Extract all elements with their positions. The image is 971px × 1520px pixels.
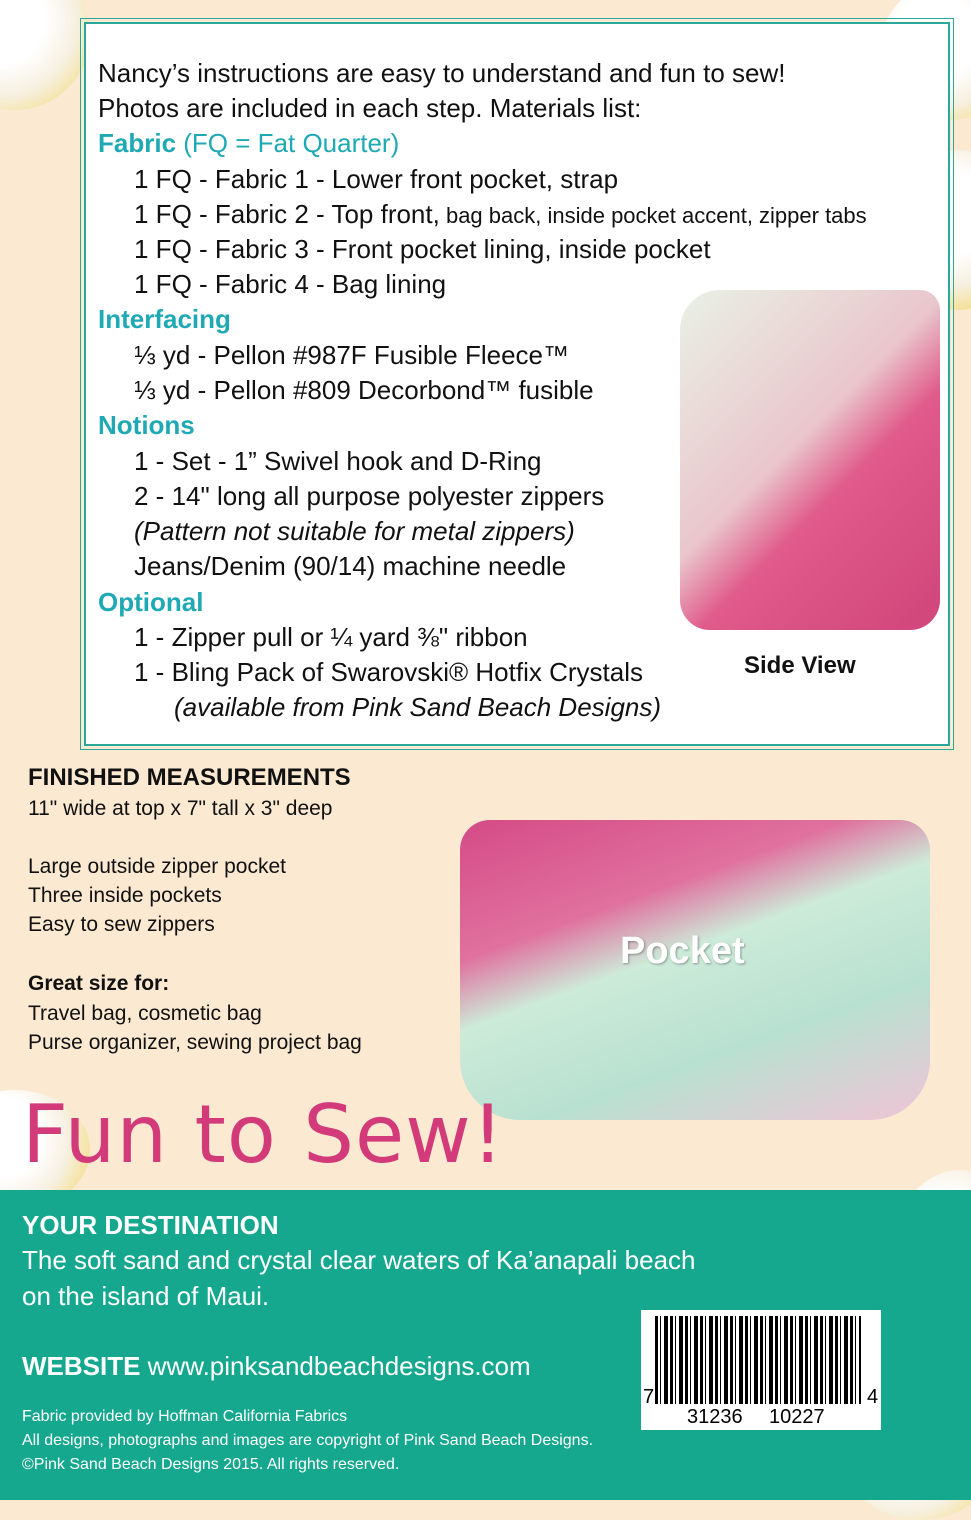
- optional-item: 1 - Zipper pull or ¼ yard ⅜" ribbon: [134, 622, 528, 652]
- intro-line-2: Photos are included in each step. Materials list:: [98, 93, 642, 123]
- optional-heading: Optional: [98, 587, 204, 617]
- barcode-digits-right: 10227: [769, 1406, 825, 1428]
- feature-item: Large outside zipper pocket: [28, 855, 286, 878]
- notions-item: 2 - 14" long all purpose polyester zippers: [134, 481, 605, 511]
- fabric-item: 1 FQ - Fabric 1 - Lower front pocket, strap: [134, 164, 619, 194]
- plumeria-flower-image: [0, 0, 90, 110]
- optional-item: 1 - Bling Pack of Swarovski® Hotfix Crystals: [134, 657, 643, 687]
- pocket-label: Pocket: [620, 930, 745, 972]
- great-size-title: Great size for:: [28, 972, 170, 995]
- fabric-item: 1 FQ - Fabric 3 - Front pocket lining, inside pocket: [134, 234, 711, 264]
- barcode-digit: 4: [867, 1386, 879, 1408]
- interfacing-item: ⅓ yd - Pellon #987F Fusible Fleece™: [134, 340, 569, 370]
- credit-line: All designs, photographs and images are copyright of Pink Sand Beach Designs.: [22, 1432, 594, 1449]
- destination-line-2: on the island of Maui.: [22, 1281, 270, 1311]
- barcode-digits-left: 31236: [687, 1406, 743, 1428]
- great-size-item: Travel bag, cosmetic bag: [28, 1002, 262, 1025]
- bag-side-view-photo: [680, 290, 940, 630]
- website-line: WEBSITE www.pinksandbeachdesigns.com: [22, 1351, 531, 1381]
- finished-measurements-title: FINISHED MEASUREMENTS: [28, 764, 351, 791]
- optional-note: (available from Pink Sand Beach Designs): [174, 692, 662, 722]
- credit-line: Fabric provided by Hoffman California Fabrics: [22, 1408, 348, 1425]
- barcode-bars: [655, 1316, 861, 1404]
- notions-item: Jeans/Denim (90/14) machine needle: [134, 551, 567, 581]
- notions-item: 1 - Set - 1” Swivel hook and D-Ring: [134, 446, 542, 476]
- feature-item: Three inside pockets: [28, 884, 222, 907]
- feature-item: Easy to sew zippers: [28, 913, 215, 936]
- barcode-digit: 7: [643, 1386, 655, 1408]
- side-view-label: Side View: [744, 652, 856, 679]
- interfacing-heading: Interfacing: [98, 304, 231, 334]
- notions-note: (Pattern not suitable for metal zippers): [134, 516, 575, 546]
- barcode: [641, 1310, 881, 1430]
- notions-heading: Notions: [98, 410, 195, 440]
- fabric-item: 1 FQ - Fabric 4 - Bag lining: [134, 269, 447, 299]
- interfacing-item: ⅓ yd - Pellon #809 Decorbond™ fusible: [134, 375, 594, 405]
- credit-line: ©Pink Sand Beach Designs 2015. All rights reserved.: [22, 1456, 400, 1473]
- website-link[interactable]: www.pinksandbeachdesigns.com: [140, 1351, 531, 1381]
- fabric-heading: Fabric (FQ = Fat Quarter): [98, 128, 400, 158]
- tagline: Fun to Sew!: [22, 1088, 505, 1181]
- great-size-item: Purse organizer, sewing project bag: [28, 1031, 362, 1054]
- fabric-item: 1 FQ - Fabric 2 - Top front, bag back, inside pocket accent, zipper tabs: [134, 199, 867, 229]
- finished-size: 11" wide at top x 7" tall x 3" deep: [28, 797, 333, 820]
- intro-line-1: Nancy’s instructions are easy to understand and fun to sew!: [98, 58, 786, 88]
- destination-title: YOUR DESTINATION: [22, 1210, 279, 1240]
- destination-line-1: The soft sand and crystal clear waters of Ka’anapali beach: [22, 1245, 696, 1275]
